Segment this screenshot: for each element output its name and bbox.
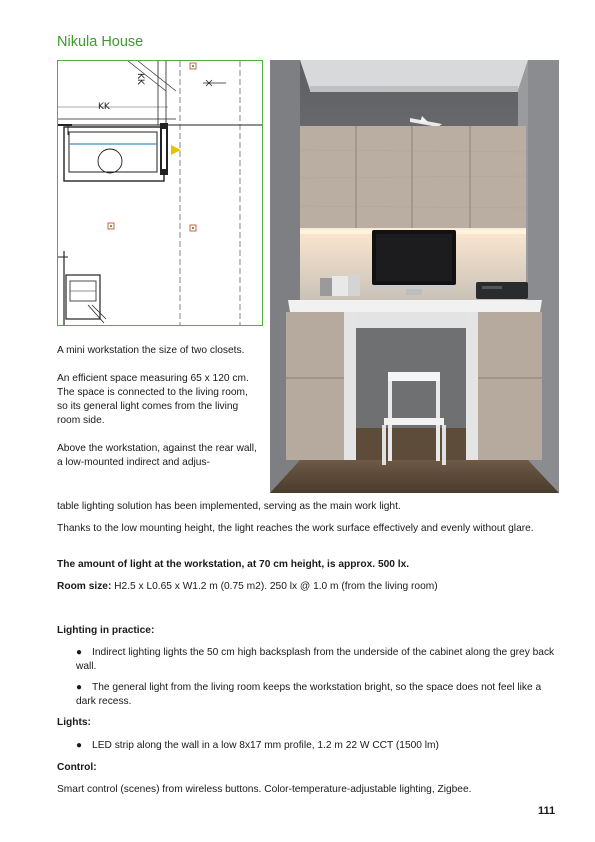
page-title: Nikula House xyxy=(57,34,144,50)
intro-paragraph-2: An efficient space measuring 65 x 120 cm. xyxy=(57,373,249,384)
room-size xyxy=(57,580,557,594)
light-amount: The amount of light at the workstation, at 70 cm height, is approx. 500 lx. xyxy=(57,559,410,570)
workstation-photo xyxy=(270,60,559,493)
room-size-value: H2.5 x L0.65 x W1.2 m (0.75 m2). 250 lx @ 1.0 m (from the living room) xyxy=(111,581,438,592)
plan-label-kk-2: KK xyxy=(135,73,145,85)
lighting-bullet-text: Indirect lighting lights the 50 cm high backsplash from the underside of the cabinet along the grey back wall. xyxy=(76,647,555,672)
intro-paragraph-4-continued: table lighting solution has been implemented, serving as the main work light. xyxy=(57,501,401,512)
plan-label-kk: KK xyxy=(98,102,110,112)
lights-bullet-1 xyxy=(76,739,556,753)
room-size-label: Room size: xyxy=(57,581,112,592)
lighting-bullet-text: The general light from the living room keeps the workstation bright, so the space does not feel like a dark recess. xyxy=(76,682,542,707)
control-text: Smart control (scenes) from wireless buttons. Color-temperature-adjustable lighting, Zigbee. xyxy=(57,784,472,795)
glare-paragraph: Thanks to the low mounting height, the light reaches the work surface effectively and evenly without glare. xyxy=(57,523,534,534)
control-heading: Control: xyxy=(57,762,97,773)
lighting-heading: Lighting in practice: xyxy=(57,625,155,636)
bullet-dot: ● xyxy=(76,682,83,693)
intro-paragraph-4: Above the workstation, against the rear wall, a low-mounted indirect and adjus- xyxy=(57,443,257,468)
bullet-dot: ● xyxy=(76,647,83,658)
bullet-dot: ● xyxy=(76,740,83,751)
workstation-photo-drawing xyxy=(270,60,559,493)
lights-heading: Lights: xyxy=(57,717,91,728)
intro-text xyxy=(57,344,257,470)
intro-paragraph-3: The space is connected to the living room, so its general light comes from the living room side. xyxy=(57,387,248,426)
floor-plan xyxy=(57,60,263,326)
lights-bullet-text: LED strip along the wall in a low 8x17 mm profile, 1.2 m 22 W CCT (1500 lm) xyxy=(92,740,439,751)
page-number: 111 xyxy=(538,805,556,817)
intro-paragraph-1: A mini workstation the size of two closets. xyxy=(57,345,245,356)
floor-plan-drawing xyxy=(58,61,263,326)
lighting-bullet-2 xyxy=(76,681,556,709)
lighting-bullet-1 xyxy=(76,646,556,674)
